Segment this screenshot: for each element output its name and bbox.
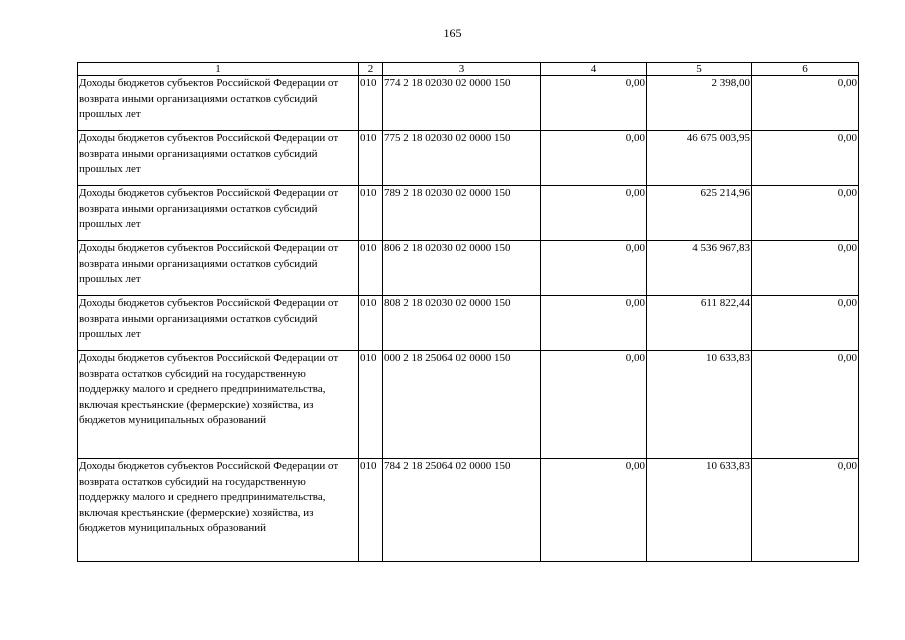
row-line-code-cell: 010 [359,296,383,351]
page-number: 165 [443,26,462,40]
column-header: 4 [541,63,647,76]
row-code-cell: 784 2 18 25064 02 0000 150 [383,459,541,562]
row-col4-cell: 0,00 [541,351,647,459]
row-name-cell: Доходы бюджетов субъектов Российской Федерации от возврата иными организациями остатков субсидий прошлых лет [78,296,359,351]
row-line-code-cell: 010 [359,76,383,131]
table-row [78,131,859,186]
row-name-cell: Доходы бюджетов субъектов Российской Федерации от возврата иными организациями остатков субсидий прошлых лет [78,131,359,186]
row-col5-cell: 2 398,00 [647,76,752,131]
row-name-cell: Доходы бюджетов субъектов Российской Федерации от возврата остатков субсидий на государственную поддержку малого и среднего предпринимательства, включая крестьянские (фермерские) хозяйства, из бюджетов муниципальных образований [78,351,359,459]
row-code-cell: 789 2 18 02030 02 0000 150 [383,186,541,241]
table-row [78,76,859,131]
row-code-cell: 774 2 18 02030 02 0000 150 [383,76,541,131]
row-col5-cell: 46 675 003,95 [647,131,752,186]
row-line-code-cell: 010 [359,351,383,459]
row-code-cell: 000 2 18 25064 02 0000 150 [383,351,541,459]
column-header: 6 [752,63,859,76]
row-code-cell: 775 2 18 02030 02 0000 150 [383,131,541,186]
row-col5-cell: 4 536 967,83 [647,241,752,296]
row-col4-cell: 0,00 [541,76,647,131]
column-header: 2 [359,63,383,76]
table-row [78,459,859,562]
row-col5-cell: 10 633,83 [647,459,752,562]
row-name-cell: Доходы бюджетов субъектов Российской Федерации от возврата иными организациями остатков субсидий прошлых лет [78,76,359,131]
column-header: 3 [383,63,541,76]
column-header: 1 [78,63,359,76]
row-name-cell: Доходы бюджетов субъектов Российской Федерации от возврата иными организациями остатков субсидий прошлых лет [78,186,359,241]
column-header: 5 [647,63,752,76]
row-col5-cell: 10 633,83 [647,351,752,459]
row-col4-cell: 0,00 [541,186,647,241]
budget-table [77,62,859,562]
row-code-cell: 808 2 18 02030 02 0000 150 [383,296,541,351]
row-col4-cell: 0,00 [541,296,647,351]
row-line-code-cell: 010 [359,131,383,186]
row-col6-cell: 0,00 [752,459,859,562]
table-header-row [78,63,859,76]
row-col6-cell: 0,00 [752,131,859,186]
row-col5-cell: 611 822,44 [647,296,752,351]
row-col4-cell: 0,00 [541,131,647,186]
row-col6-cell: 0,00 [752,76,859,131]
row-name-cell: Доходы бюджетов субъектов Российской Федерации от возврата иными организациями остатков субсидий прошлых лет [78,241,359,296]
row-line-code-cell: 010 [359,459,383,562]
row-col6-cell: 0,00 [752,186,859,241]
row-line-code-cell: 010 [359,186,383,241]
row-col6-cell: 0,00 [752,241,859,296]
row-col4-cell: 0,00 [541,241,647,296]
row-name-cell: Доходы бюджетов субъектов Российской Федерации от возврата остатков субсидий на государственную поддержку малого и среднего предпринимательства, включая крестьянские (фермерские) хозяйства, из бюджетов муниципальных образований [78,459,359,562]
row-line-code-cell: 010 [359,241,383,296]
row-col4-cell: 0,00 [541,459,647,562]
row-col6-cell: 0,00 [752,351,859,459]
table-row [78,296,859,351]
table-row [78,351,859,459]
row-col5-cell: 625 214,96 [647,186,752,241]
row-col6-cell: 0,00 [752,296,859,351]
row-code-cell: 806 2 18 02030 02 0000 150 [383,241,541,296]
table-row [78,241,859,296]
table-row [78,186,859,241]
